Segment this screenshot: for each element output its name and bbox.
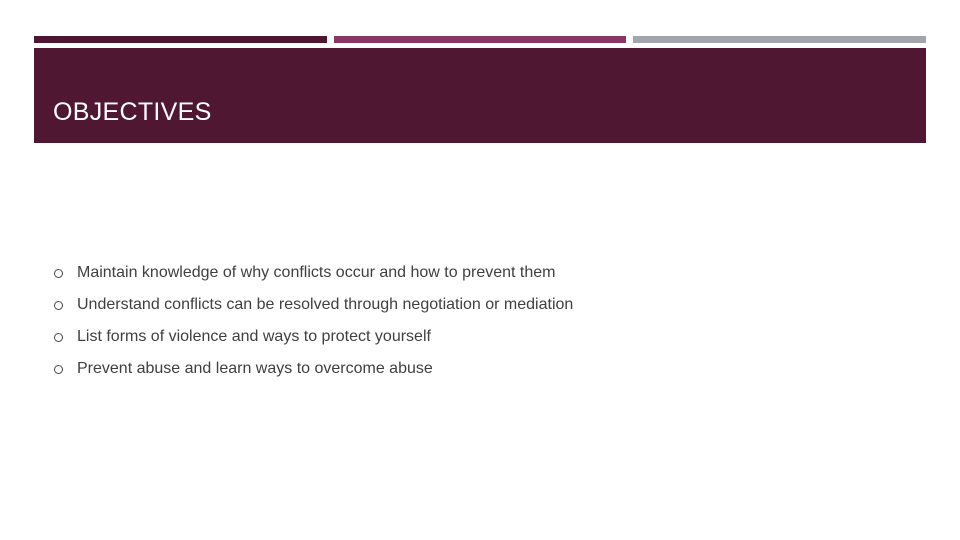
bullet-text: Maintain knowledge of why conflicts occur and how to prevent them: [77, 264, 556, 281]
bullet-text: Prevent abuse and learn ways to overcome abuse: [77, 360, 433, 377]
hollow-circle-icon: [54, 365, 63, 374]
bullet-text: Understand conflicts can be resolved through negotiation or mediation: [77, 296, 574, 313]
bullet-text: List forms of violence and ways to protect yourself: [77, 328, 431, 345]
bullet-list: [54, 257, 573, 385]
slide-title: OBJECTIVES: [53, 98, 212, 126]
hollow-circle-icon: [54, 269, 63, 278]
accent-bar-gray: [633, 36, 926, 43]
hollow-circle-icon: [54, 301, 63, 310]
title-band: [34, 48, 926, 143]
bullet-item: [54, 257, 573, 289]
bullet-item: [54, 321, 573, 353]
hollow-circle-icon: [54, 333, 63, 342]
bullet-item: [54, 289, 573, 321]
accent-bar-magenta: [334, 36, 626, 43]
accent-bar-dark: [34, 36, 327, 43]
bullet-item: [54, 353, 573, 385]
